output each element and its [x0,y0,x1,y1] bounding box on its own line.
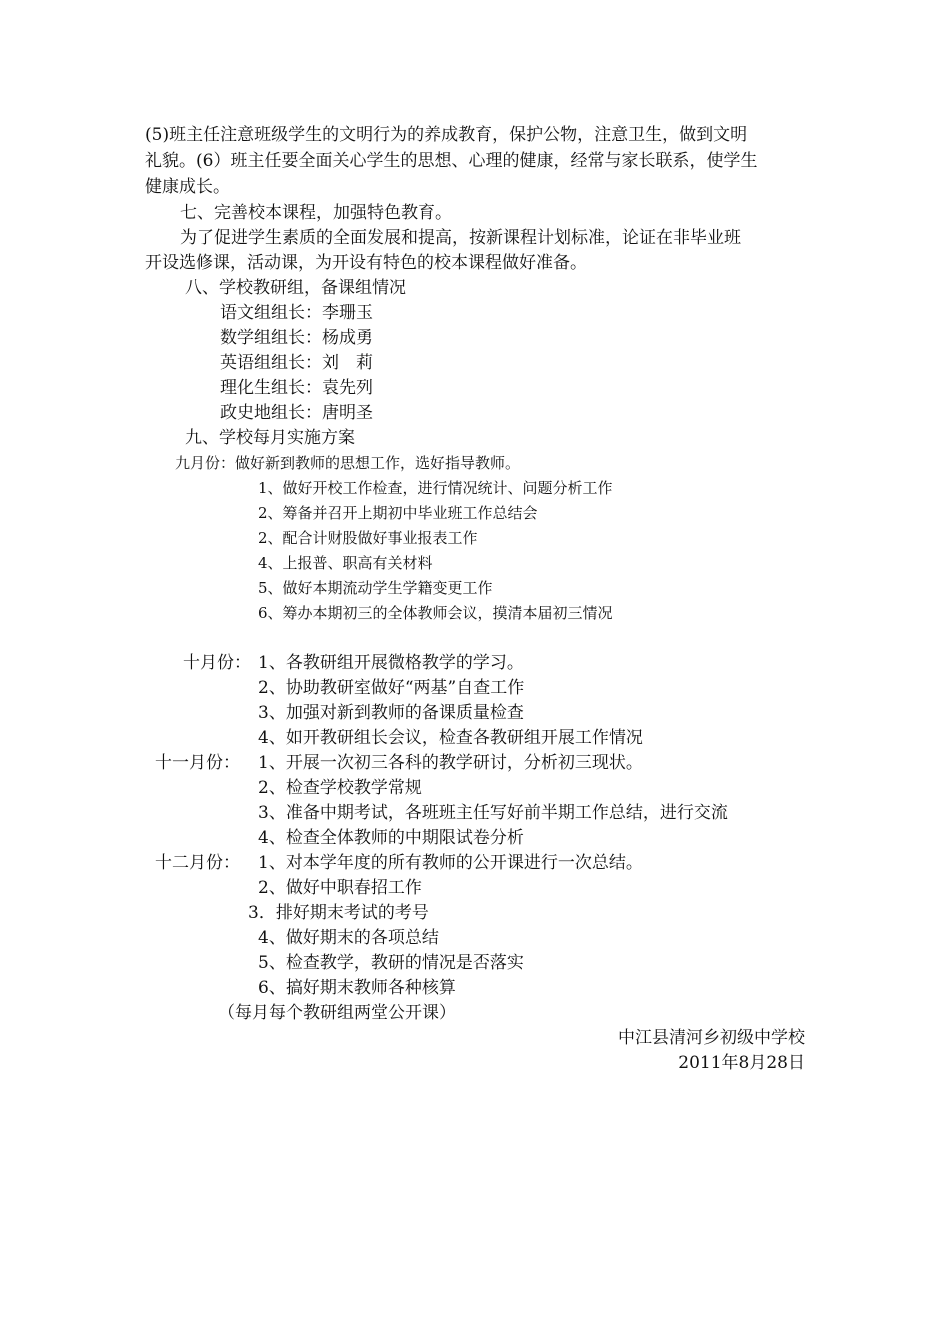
december-item: 6、搞好期末教师各种核算 [258,978,456,998]
december-item: 4、做好期末的各项总结 [258,928,439,948]
september-row [175,451,520,476]
monthly-note: （每月每个教研组两堂公开课） [218,1003,456,1023]
november-label: 十一月份： [155,753,240,773]
october-item: 1、各教研组开展微格教学的学习。 [258,653,524,673]
october-item: 2、协助教研室做好“两基”自查工作 [258,678,525,698]
leader-item: 政史地组长：唐明圣 [220,403,373,423]
september-item: 4、上报普、职高有关材料 [258,554,433,572]
leader-item: 理化生组长：袁先列 [220,378,373,398]
december-label: 十二月份： [155,853,240,873]
september-item: 2、筹备并召开上期初中毕业班工作总结会 [258,504,538,522]
section-7-paragraph-line-1: 为了促进学生素质的全面发展和提高，按新课程计划标准，论证在非毕业班 [180,228,741,248]
section-7-paragraph-line-2: 开设选修课，活动课，为开设有特色的校本课程做好准备。 [145,253,587,273]
intro-line-1: (5)班主任注意班级学生的文明行为的养成教育，保护公物，注意卫生，做到文明 [145,125,748,145]
december-item: 2、做好中职春招工作 [258,878,422,898]
signature-school: 中江县清河乡初级中学校 [618,1028,805,1048]
december-item: 5、检查教学，教研的情况是否落实 [258,953,524,973]
leader-item: 数学组组长：杨成勇 [220,328,373,348]
intro-line-3: 健康成长。 [145,177,230,197]
section-8-heading: 八、学校教研组，备课组情况 [185,278,406,298]
september-lead: 做好新到教师的思想工作，选好指导教师。 [235,454,521,472]
october-item: 4、如开教研组长会议，检查各教研组开展工作情况 [258,728,643,748]
november-item: 2、检查学校教学常规 [258,778,422,798]
signature-date: 2011年8月28日 [678,1053,805,1073]
section-9-heading: 九、学校每月实施方案 [185,428,355,448]
december-item: 3．排好期末考试的考号 [248,903,429,923]
leader-item: 英语组组长：刘 莉 [220,353,373,373]
intro-line-2: 礼貌。(6）班主任要全面关心学生的思想、心理的健康，经常与家长联系，使学生 [145,151,758,171]
december-item: 1、对本学年度的所有教师的公开课进行一次总结。 [258,853,643,873]
november-item: 4、检查全体教师的中期限试卷分析 [258,828,524,848]
september-label: 九月份： [175,454,236,472]
october-item: 3、加强对新到教师的备课质量检查 [258,703,524,723]
leader-item: 语文组组长：李珊玉 [220,303,373,323]
november-item: 3、准备中期考试，各班班主任写好前半期工作总结，进行交流 [258,803,728,823]
november-item: 1、开展一次初三各科的教学研讨，分析初三现状。 [258,753,643,773]
september-item: 5、做好本期流动学生学籍变更工作 [258,579,493,597]
section-7-heading: 七、完善校本课程，加强特色教育。 [180,203,452,223]
october-label: 十月份： [183,653,251,673]
september-item: 2、配合计财股做好事业报表工作 [258,529,478,547]
september-item: 1、做好开校工作检查，进行情况统计、问题分析工作 [258,479,613,497]
september-item: 6、筹办本期初三的全体教师会议，摸清本届初三情况 [258,604,613,622]
